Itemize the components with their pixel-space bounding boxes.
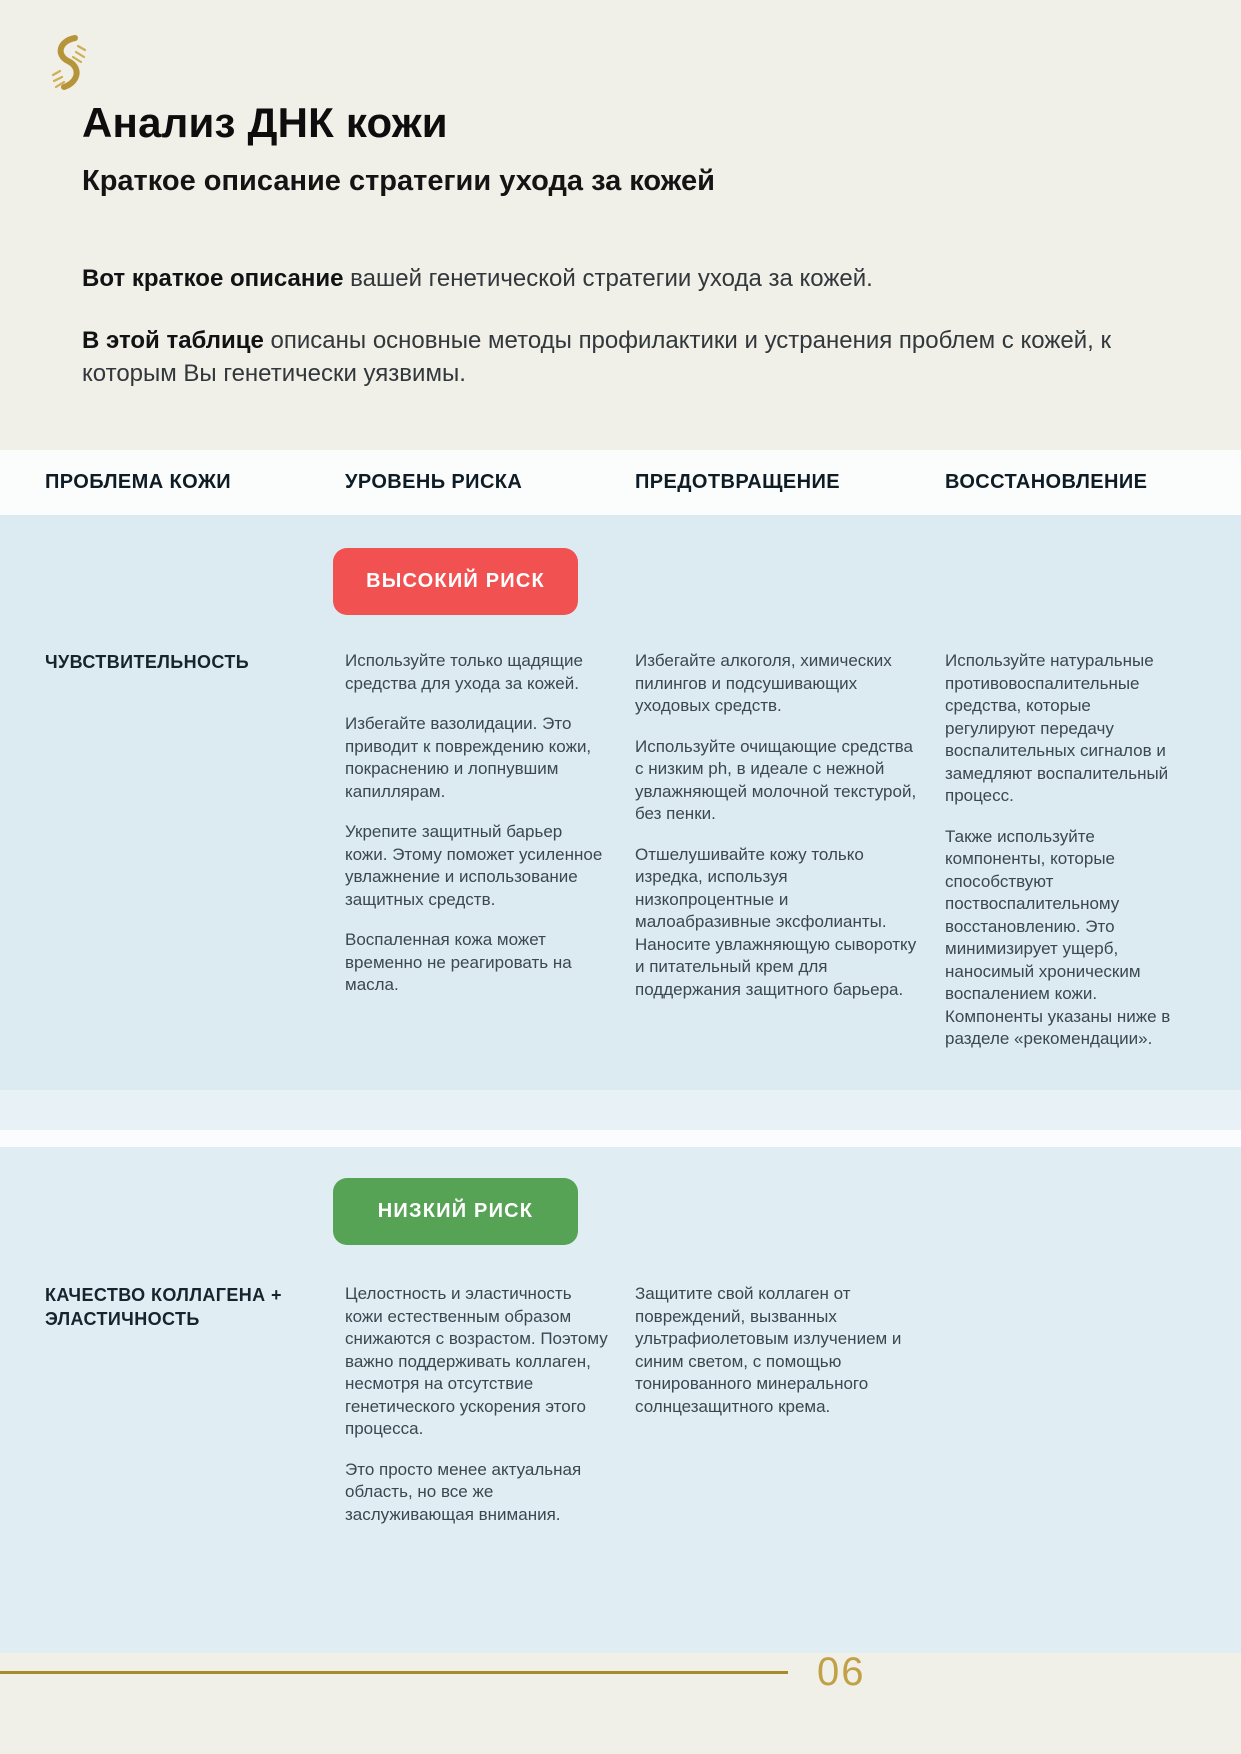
high-risk-badge	[333, 548, 578, 615]
header	[0, 0, 1241, 390]
column-header-prevention: ПРЕДОТВРАЩЕНИЕ	[635, 471, 841, 493]
section-divider	[0, 1130, 1241, 1147]
cell-paragraph: Избегайте алкоголя, химических пилингов и подсушивающих уходовых средств.	[635, 651, 892, 715]
dna-helix-logo-icon	[48, 34, 90, 98]
cell-paragraph: Укрепите защитный барьер кожи. Этому поможет усиленное увлажнение и использование защитных средств.	[345, 822, 603, 909]
cell-paragraph: Также используйте компоненты, которые способствуют поствоспалительному восстановлению. Это минимизирует ущерб, наносимый хроническим воспалением кожи. Компоненты указаны ниже в разделе «рекомендации».	[945, 826, 1171, 1048]
page-title: Анализ ДНК кожи	[82, 99, 448, 146]
intro-block	[82, 262, 1181, 390]
cell-paragraph: Это просто менее актуальная область, но все же заслуживающая внимания.	[345, 1459, 582, 1524]
low-risk-badge	[333, 1178, 578, 1245]
low-risk-badge-label: НИЗКИЙ РИСК	[377, 1200, 534, 1222]
prevention-cell	[635, 650, 945, 1051]
intro-paragraph	[82, 262, 1181, 295]
footer-divider-line	[0, 1671, 788, 1674]
cell-paragraph: Целостность и эластичность кожи естественным образом снижаются с возрастом. Поэтому важно поддерживать коллаген, несмотря на отсутствие генетического ускорения этого процесса.	[345, 1284, 608, 1438]
section-gap	[0, 1090, 1241, 1130]
table-row	[0, 650, 1241, 1051]
recovery-cell	[945, 1283, 1200, 1526]
high-risk-badge-label: ВЫСОКИЙ РИСК	[366, 570, 545, 592]
intro-bold: Вот краткое описание	[82, 264, 344, 292]
cell-paragraph: Избегайте вазолидации. Это приводит к повреждению кожи, покраснению и лопнувшим капиллярам.	[345, 714, 592, 801]
column-header-problem: ПРОБЛЕМА КОЖИ	[45, 471, 232, 493]
page-subtitle: Краткое описание стратегии ухода за кожей	[82, 165, 715, 198]
cell-paragraph: Используйте только щадящие средства для ухода за кожей.	[345, 651, 583, 693]
intro-paragraph	[82, 324, 1112, 390]
cell-paragraph: Воспаленная кожа может временно не реагировать на масла.	[345, 930, 572, 994]
problem-label: КАЧЕСТВО КОЛЛАГЕНА + ЭЛАСТИЧНОСТЬ	[45, 1285, 282, 1329]
cell-paragraph: Отшелушивайте кожу только изредка, используя низкопроцентные и малоабразивные эксфолианты. Наносите увлажняющую сыворотку и питательный крем для поддержания защитного барьера.	[635, 844, 917, 999]
prevention-cell	[635, 1283, 945, 1526]
intro-text: описаны основные методы профилактики и устранения проблем с кожей, к которым Вы генетически уязвимы.	[82, 326, 1111, 387]
risk-section-low	[0, 1147, 1241, 1653]
intro-text: вашей генетической стратегии ухода за кожей.	[343, 264, 873, 292]
column-header-recovery: ВОССТАНОВЛЕНИЕ	[945, 471, 1148, 493]
risk-level-cell	[345, 650, 635, 1051]
table-header-row	[0, 450, 1241, 515]
problem-label: ЧУВСТВИТЕЛЬНОСТЬ	[45, 652, 250, 672]
table-row	[0, 1283, 1241, 1526]
column-header-risk-level: УРОВЕНЬ РИСКА	[345, 471, 523, 493]
cell-paragraph: Используйте натуральные противовоспалительные средства, которые регулируют передачу воспалительных сигналов и замедляют воспалительный процесс.	[945, 651, 1169, 805]
cell-paragraph: Защитите свой коллаген от повреждений, вызванных ультрафиолетовым излучением и синим светом, с помощью тонированного минерального солнцезащитного крема.	[635, 1284, 902, 1416]
recovery-cell	[945, 650, 1200, 1051]
page-number: 06	[817, 1650, 866, 1694]
cell-paragraph: Используйте очищающие средства с низким ph, в идеале с нежной увлажняющей молочной текстурой, без пенки.	[635, 736, 917, 823]
intro-bold: В этой таблице	[82, 326, 264, 354]
risk-section-high	[0, 515, 1241, 1090]
risk-level-cell	[345, 1283, 635, 1526]
